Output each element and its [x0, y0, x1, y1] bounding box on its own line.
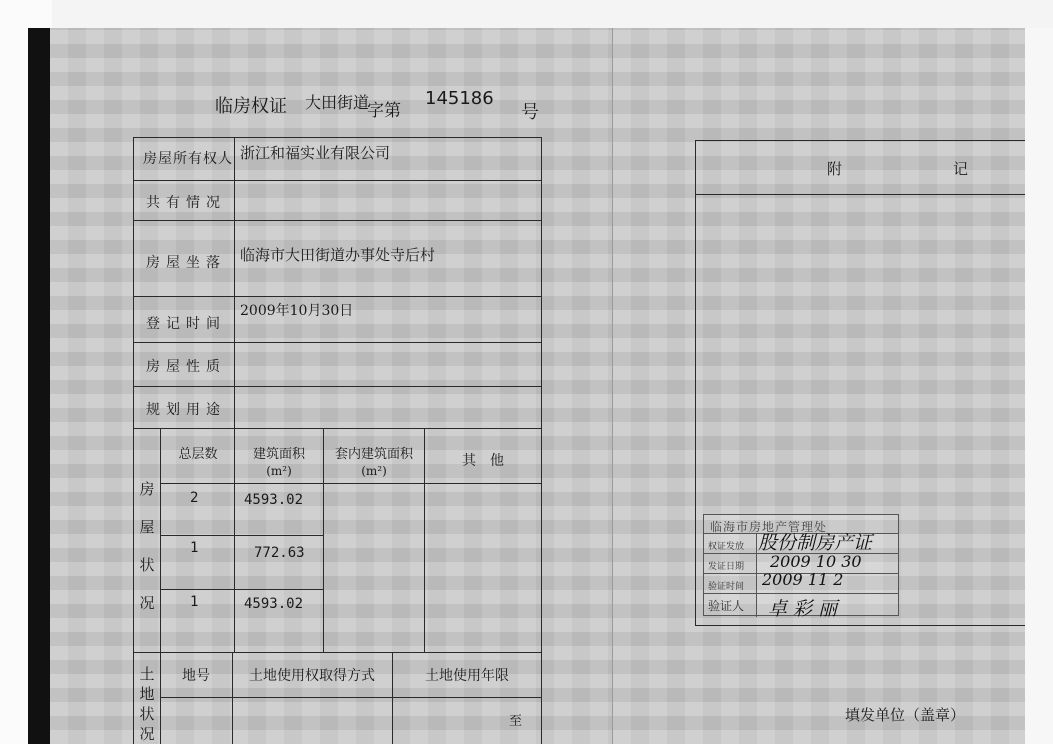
stamp-handwritten-date1: 2009 10 30: [770, 552, 862, 571]
scan-margin-right: [1025, 28, 1053, 744]
land-method-header: 土地使用权取得方式: [249, 668, 375, 684]
status-header-divider: [160, 483, 542, 484]
table-row-divider: [133, 180, 542, 181]
stamp-handwritten-person: 卓 彩 丽: [768, 598, 838, 620]
land-status-side-2: 地: [139, 685, 155, 703]
stamp-handwritten-type: 股份制房产证: [758, 532, 873, 554]
shared-label: 共有情况: [146, 195, 226, 211]
cert-zi-di: 字第: [367, 101, 401, 121]
land-status-side-3: 状: [139, 705, 155, 723]
status-row-divider: [160, 589, 324, 590]
appendix-header-divider: [695, 194, 1025, 195]
col-area-unit: (m²): [266, 464, 292, 478]
row1-area: 4593.02: [244, 492, 304, 508]
appendix-title-1: 附: [827, 160, 843, 178]
stamp-office: 临海市房地产管理处: [710, 520, 828, 534]
table-row-divider: [133, 220, 542, 221]
status-col-divider: [424, 428, 425, 652]
house-status-side-1: 房: [139, 480, 155, 498]
owner-value: 浙江和福实业有限公司: [240, 144, 391, 162]
house-status-side-2: 屋: [139, 518, 155, 536]
table-row-divider: [133, 386, 542, 387]
row3-floors: 1: [190, 594, 199, 610]
land-lot-header: 地号: [182, 668, 210, 684]
cert-number: 145186: [425, 88, 494, 109]
house-status-side-3: 状: [139, 556, 155, 574]
status-col-divider: [323, 428, 324, 652]
col-inner-unit: (m²): [361, 464, 387, 478]
reg-time-label: 登记时间: [146, 316, 226, 332]
col-floors-header: 总层数: [178, 447, 218, 462]
house-status-side-4: 况: [139, 594, 155, 612]
stamp-row2-label: 发证日期: [708, 562, 745, 572]
land-status-side-1: 土: [139, 665, 155, 683]
cert-hao: 号: [521, 102, 539, 123]
stamp-handwritten-date2: 2009 11 2: [762, 570, 844, 589]
usage-label: 规划用途: [146, 402, 226, 418]
label-column-divider: [234, 137, 235, 428]
status-row-divider: [160, 535, 324, 536]
col-inner-header: 套内建筑面积: [334, 447, 413, 462]
status-side-divider: [160, 428, 161, 652]
row2-area: 772.63: [254, 545, 305, 561]
col-area-header: 建筑面积: [252, 447, 305, 462]
land-to: 至: [509, 714, 523, 729]
stamp-row3-label: 验证时间: [708, 582, 745, 592]
table-row-divider: [133, 428, 542, 429]
reg-time-value: 2009年10月30日: [240, 303, 354, 319]
row3-area: 4593.02: [244, 596, 304, 612]
land-col-divider: [392, 652, 393, 744]
location-value: 临海市大田街道办事处寺后村: [240, 246, 436, 264]
status-col-divider: [234, 428, 235, 652]
land-side-divider: [160, 652, 161, 744]
location-label: 房屋坐落: [146, 255, 226, 271]
cert-prefix: 临房权证: [215, 96, 287, 117]
land-header-divider: [160, 697, 542, 698]
table-row-divider: [133, 296, 542, 297]
cert-street: 大田街道: [305, 93, 370, 112]
land-years-header: 土地使用年限: [425, 668, 509, 684]
appendix-title-2: 记: [953, 160, 969, 178]
nature-label: 房屋性质: [146, 359, 226, 375]
stamp-row1-label: 权证发放: [708, 542, 745, 552]
row1-floors: 2: [190, 490, 199, 506]
issuer-label: 填发单位（盖章）: [845, 706, 966, 724]
col-other-header: 其 他: [462, 453, 504, 469]
scan-binding-shadow: [28, 28, 50, 744]
table-row-divider: [133, 342, 542, 343]
owner-label: 房屋所有权人: [143, 151, 233, 167]
stamp-row4-label: 验证人: [708, 599, 745, 613]
land-col-divider: [232, 652, 233, 744]
section-divider: [133, 652, 542, 653]
row2-floors: 1: [190, 540, 199, 556]
land-status-side-4: 况: [139, 725, 155, 743]
